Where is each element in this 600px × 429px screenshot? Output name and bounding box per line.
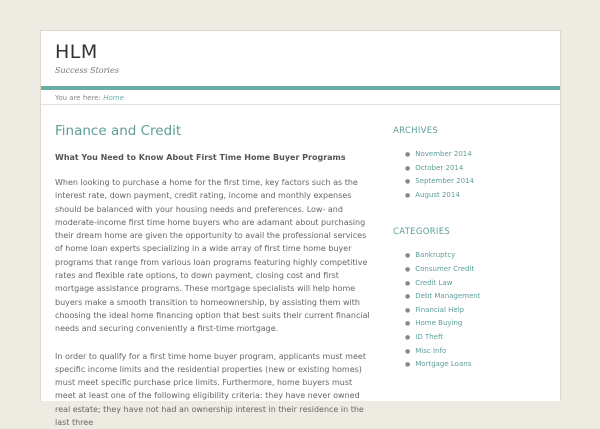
bullet-icon: ● [405, 191, 411, 199]
bullet-icon: ● [405, 361, 411, 369]
divider [41, 104, 560, 105]
site-header [41, 31, 560, 86]
category-link[interactable]: ● Debt Management [405, 292, 481, 301]
sidebar [393, 126, 543, 372]
categories-list [393, 249, 543, 371]
archive-link[interactable]: ● September 2014 [405, 177, 474, 186]
main-content [55, 123, 371, 429]
category-link[interactable]: ● Mortgage Loans [405, 360, 472, 369]
category-link[interactable]: ● ID Theft [405, 332, 444, 341]
page-container [40, 30, 561, 428]
categories-widget [393, 227, 543, 371]
bullet-icon: ● [405, 306, 411, 314]
bullet-icon: ● [405, 320, 411, 328]
archives-title: ARCHIVES [393, 126, 439, 136]
category-link[interactable]: ● Financial Help [405, 305, 465, 314]
archives-widget [393, 126, 543, 202]
breadcrumb-prefix: You are here: [55, 94, 101, 102]
categories-title: CATEGORIES [393, 227, 451, 238]
category-link[interactable]: ● Bankruptcy [405, 251, 456, 260]
bullet-icon: ● [405, 265, 411, 273]
bullet-icon: ● [405, 252, 411, 260]
bullet-icon: ● [405, 279, 411, 287]
site-title[interactable]: HLM [55, 41, 98, 63]
category-link[interactable]: ● Home Buying [405, 319, 463, 328]
breadcrumb-home-link[interactable]: Home [103, 94, 124, 102]
breadcrumb [55, 94, 124, 102]
archive-link[interactable]: ● August 2014 [405, 190, 460, 199]
article-paragraph: In order to qualify for a first time home buyer program, applicants must meet specific income limits and the residential properties (new or existing homes) must meet specific purchase price limits. Furthermore, home buyers must meet at least one of the following eligibility criteria: they have never owned real estate; they have not had an ownership interest in their residence in the last three [55, 351, 366, 428]
bullet-icon: ● [405, 164, 411, 172]
bullet-icon: ● [405, 333, 411, 341]
bullet-icon: ● [405, 178, 411, 186]
nav-bar [41, 86, 560, 90]
archives-list [393, 148, 543, 202]
category-link[interactable]: ● Credit Law [405, 278, 453, 287]
site-description: Success Stories [55, 66, 119, 75]
bullet-icon: ● [405, 293, 411, 301]
archive-link[interactable]: ● October 2014 [405, 163, 464, 172]
bullet-icon: ● [405, 347, 411, 355]
archive-link[interactable]: ● November 2014 [405, 150, 472, 158]
article-paragraph: When looking to purchase a home for the first time, key factors such as the interest rate, down payment, credit rating, income and monthly expenses should be balanced with your housing needs and preferences. Low- and moderate-income first time home buyers who are adamant about purchasing their dream home are given the opportunity to avail the professional services of home loan experts specializing in a wide array of first time home buyer programs that range from various loan programs featuring highly competitive rates and flexible rate options, to down payment, closing cost and first mortgage assistance programs. These mortgage specialists will help home buyers make a smooth transition to homeownership, by assisting them with choosing the ideal home financing option that best suits their current financial needs and securing conveniently a first-time mortgage. [55, 178, 370, 334]
category-link[interactable]: ● Consumer Credit [405, 264, 475, 273]
article-subtitle: What You Need to Know About First Time Home Buyer Programs [55, 153, 346, 162]
bullet-icon: ● [405, 151, 411, 158]
page-title: Finance and Credit [55, 123, 182, 139]
category-link[interactable]: ● Misc Info [405, 346, 447, 355]
